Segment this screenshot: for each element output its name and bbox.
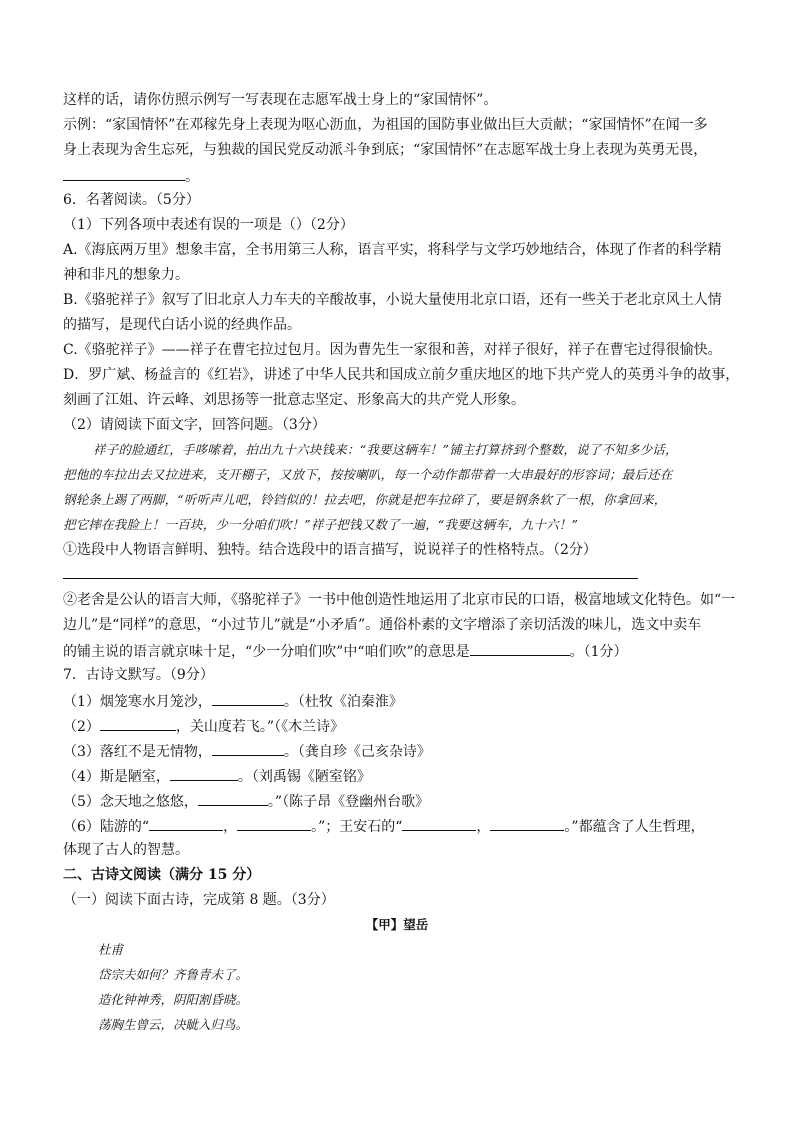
option-a: A.《海底两万里》想象丰富，全书用第三人称，语言平实，将科学与文学巧妙地结合，体现了作者的科学精	[63, 242, 722, 258]
option-c: C.《骆驼祥子》——祥子在曹宅拉过包月。因为曹先生一家很和善，对祥子很好，祥子在曹宅过得很愉快。	[63, 342, 722, 358]
answer-line	[63, 165, 199, 187]
passage-line: 把它摔在我脸上！一百块，少一分咱们吹！”祥子把钱又数了一遍，“我要这辆车，九十六！”	[63, 517, 579, 532]
period: 。	[185, 169, 199, 185]
sub-question-1: ①选段中人物语言鲜明、独特。结合选段中的语言描写，说说祥子的性格特点。（2分）	[63, 542, 597, 558]
question-6-heading: 6．名著阅读。（5分）	[63, 192, 200, 208]
answer-rule[interactable]	[63, 578, 638, 579]
answer-blank[interactable]	[212, 740, 284, 756]
passage-line: 钢轮条上踢了两脚，“听听声儿吧，铃铛似的！拉去吧，你就是把车拉碎了，要是钢条软了一根，你拿回来，	[63, 492, 667, 507]
option-d-cont: 刻画了江姐、许云峰、刘思扬等一批意志坚定、形象高大的共产党人形象。	[63, 392, 525, 408]
recite-6-cont: 体现了古人的智慧。	[63, 842, 189, 858]
text-line: 这样的话，请你仿照示例写一写表现在志愿军战士身上的“家国情怀”。	[63, 92, 498, 108]
example-line: 身上表现为舍生忘死，与独裁的国民党反动派斗争到底；“家国情怀”在志愿军战士身上表现为英勇无畏，	[63, 142, 708, 158]
recite-6: （6）陆游的“ ， 。”；王安石的“ ， 。”都蕴含了人生哲理，	[63, 815, 705, 837]
option-a-cont: 神和非凡的想象力。	[63, 267, 189, 283]
poem-title: 【甲】望岳	[365, 917, 429, 932]
option-b: B.《骆驼祥子》叙写了旧北京人力车夫的辛酸故事，小说大量使用北京口语，还有一些关于老北京风土人情	[63, 292, 722, 308]
answer-blank[interactable]	[470, 640, 570, 656]
answer-blank[interactable]	[100, 715, 176, 731]
option-d: D．罗广斌、杨益言的《红岩》，讲述了中华人民共和国成立前夕重庆地区的地下共产党人的英勇斗争的故事，	[63, 367, 740, 383]
passage-line: 把他的车拉出去又拉进来，支开棚子，又放下，按按喇叭，每一个动作都带着一大串最好的形容词；最后还在	[63, 467, 673, 482]
poem-author: 杜甫	[98, 942, 124, 957]
answer-blank[interactable]	[149, 815, 223, 831]
recite-1: （1）烟笼寒水月笼沙， 。（杜牧《泊秦淮》	[63, 690, 403, 712]
answer-blank[interactable]	[212, 690, 284, 706]
sub-question-2: ②老舍是公认的语言大师，《骆驼祥子》一书中他创造性地运用了北京市民的口语，极富地域文化特色。如“一	[63, 592, 736, 608]
recite-3: （3）落红不是无情物， 。（龚自珍《己亥杂诗》	[63, 740, 431, 762]
question-6-2: （2）请阅读下面文字，回答问题。（3分）	[63, 417, 326, 433]
answer-blank[interactable]	[402, 815, 476, 831]
passage-line: 祥子的脸通红，手哆嗦着，拍出九十六块钱来：“我要这辆车！”铺主打算挤到个整数，说了不知多少话，	[93, 442, 678, 457]
answer-blank[interactable]	[490, 815, 564, 831]
answer-blank[interactable]	[198, 790, 268, 806]
recite-4: （4）斯是陋室， 。（刘禹锡《陋室铭》	[63, 765, 371, 787]
answer-blank[interactable]	[63, 165, 185, 181]
recite-2: （2） ，关山度若飞。”（《木兰诗》	[63, 715, 344, 737]
poem-line: 岱宗夫如何？齐鲁青未了。	[98, 967, 249, 982]
poem-line: 造化钟神秀，阴阳割昏晓。	[98, 992, 249, 1007]
poem-line: 荡胸生曾云，决眦入归鸟。	[98, 1017, 249, 1032]
sub-question-2-cont: 的铺主说的语言就京味十足，“少一分咱们吹”中“咱们吹”的意思是 。（1分）	[63, 640, 628, 662]
option-b-cont: 的描写，是现代白话小说的经典作品。	[63, 317, 301, 333]
section-2-heading: 二、古诗文阅读（满分 15 分）	[63, 867, 261, 883]
sub-question-2-cont: 边儿”是“同样”的意思，“小过节儿”就是“小矛盾”。通俗朴素的文字增添了亲切活泼的味儿，选文中卖车	[63, 617, 702, 633]
answer-blank[interactable]	[237, 815, 311, 831]
recite-5: （5）念天地之悠悠， 。”（陈子昂《登幽州台歌》	[63, 790, 429, 812]
question-7-heading: 7．古诗文默写。（9分）	[63, 667, 214, 683]
question-6-1: （1）下列各项中表述有误的一项是（）（2分）	[63, 217, 354, 233]
answer-blank[interactable]	[170, 765, 238, 781]
section-2-sub: （一）阅读下面古诗，完成第 8 题。（3分）	[63, 892, 335, 908]
example-line: 示例：“家国情怀”在邓稼先身上表现为呕心沥血，为祖国的国防事业做出巨大贡献；“家国情怀”在闻一多	[63, 117, 708, 133]
